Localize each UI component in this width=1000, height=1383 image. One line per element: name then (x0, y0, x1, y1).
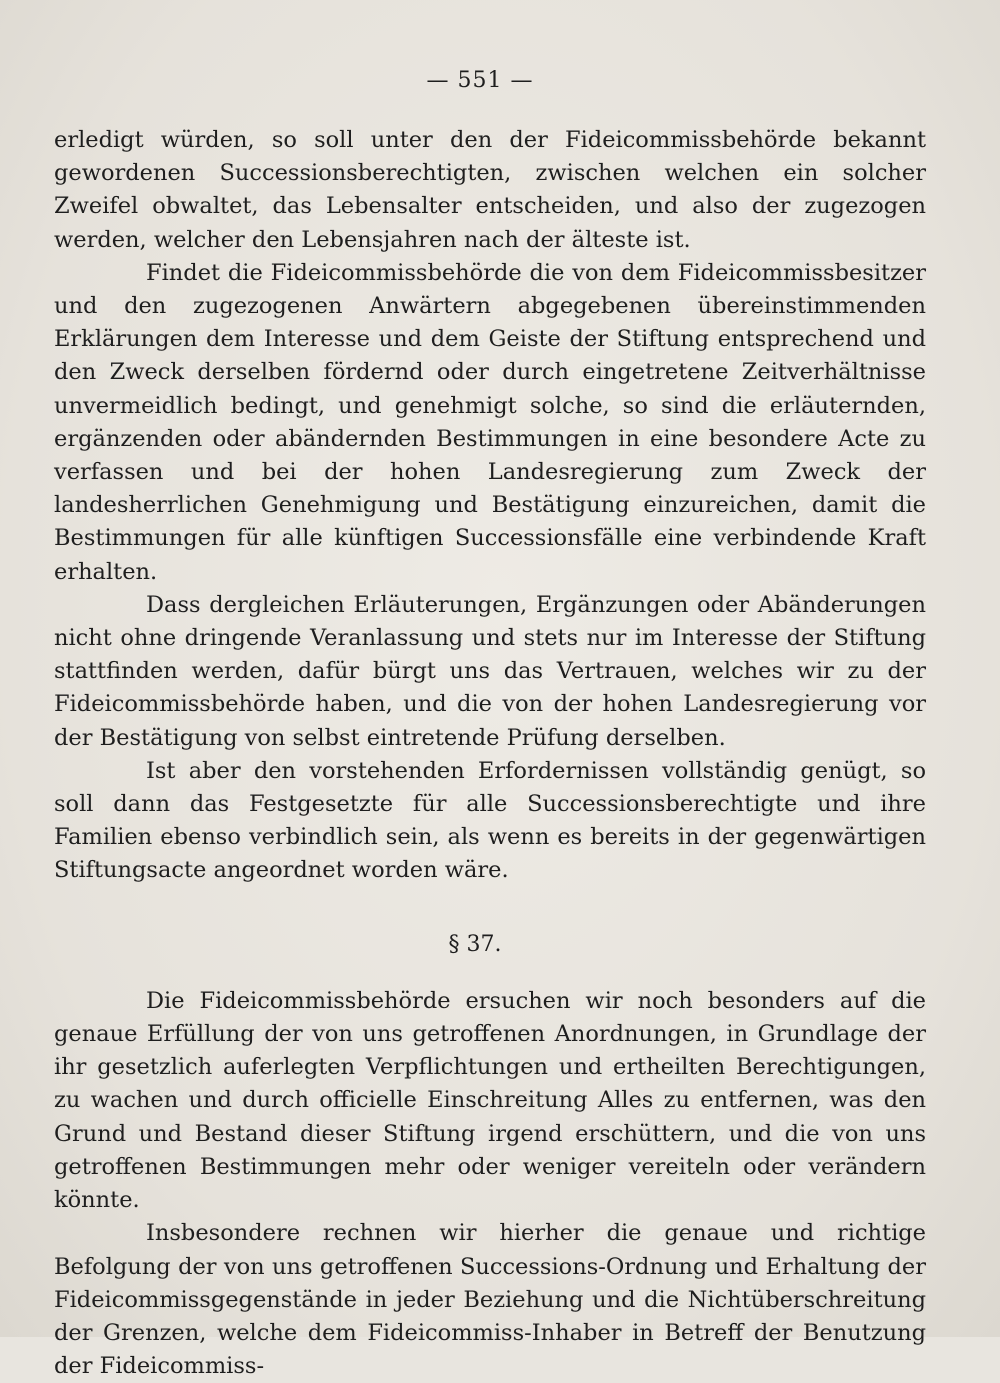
page-number: — 551 — (426, 68, 534, 93)
paragraph: Ist aber den vorstehenden Erfordernissen vollständig genügt, so soll dann das Festgesetzte für alle Successionsberechtigte und ihre Familien ebenso verbindlich sein, als wenn es bereits in der gegenwärtigen Stiftungsacte angeordnet worden wäre. (54, 757, 926, 884)
section-heading: § 37. (448, 931, 502, 957)
paragraph: Findet die Fideicommissbehörde die von dem Fideicommissbesitzer und den zugezogenen Anwärtern abgegebenen übereinstimmenden Erklärungen dem Interesse und dem Geiste der Stiftung entsprechend und den Zweck derselben fördernd oder durch eingetretene Zeitverhältnisse unvermeidlich bedingt, und genehmigt solche, so sind die erläuternden, ergänzenden oder abändernden Bestimmungen in eine besondere Acte zu verfassen und bei der hohen Landesregierung zum Zweck der landesherrlichen Genehmigung und Bestätigung einzureichen, damit die Bestimmungen für alle künftigen Successionsfälle eine verbindende Kraft erhalten. (54, 259, 926, 585)
paragraph-continuation: erledigt würden, so soll unter den der Fideicommissbehörde bekannt gewordenen Successionsberechtigten, zwischen welchen ein solcher Zweifel obwaltet, das Lebensalter entscheiden, und also der zugezogen werden, welcher den Lebensjahren nach der älteste ist. (54, 127, 926, 253)
paragraph: Dass dergleichen Erläuterungen, Ergänzungen oder Abänderungen nicht ohne dringende Veranlassung und stets nur im Interesse der Stiftung stattfinden werden, dafür bürgt uns das Vertrauen, welches wir zu der Fideicommissbehörde haben, und die von der hohen Landesregierung vor der Bestätigung von selbst eintretende Prüfung derselben. (54, 591, 926, 751)
page-body (54, 124, 926, 1383)
paragraph: Insbesondere rechnen wir hierher die genaue und richtige Befolgung der von uns getroffenen Successions-Ordnung und Erhaltung der Fideicommissgegenstände in jeder Beziehung und die Nichtüberschreitung der Grenzen, welche dem Fideicommiss-Inhaber in Betreff der Benutzung der Fideicommiss- (54, 1220, 926, 1380)
paragraph: Die Fideicommissbehörde ersuchen wir noch besonders auf die genaue Erfüllung der von uns getroffenen Anordnungen, in Grundlage der ihr gesetzlich auferlegten Verpflichtungen und ertheilten Berechtigungen, zu wachen und durch officielle Einschreitung Alles zu entfernen, was den Grund und Bestand dieser Stiftung irgend erschüttern, und die von uns getroffenen Bestimmungen mehr oder weniger vereiteln oder verändern könnte. (54, 987, 926, 1214)
